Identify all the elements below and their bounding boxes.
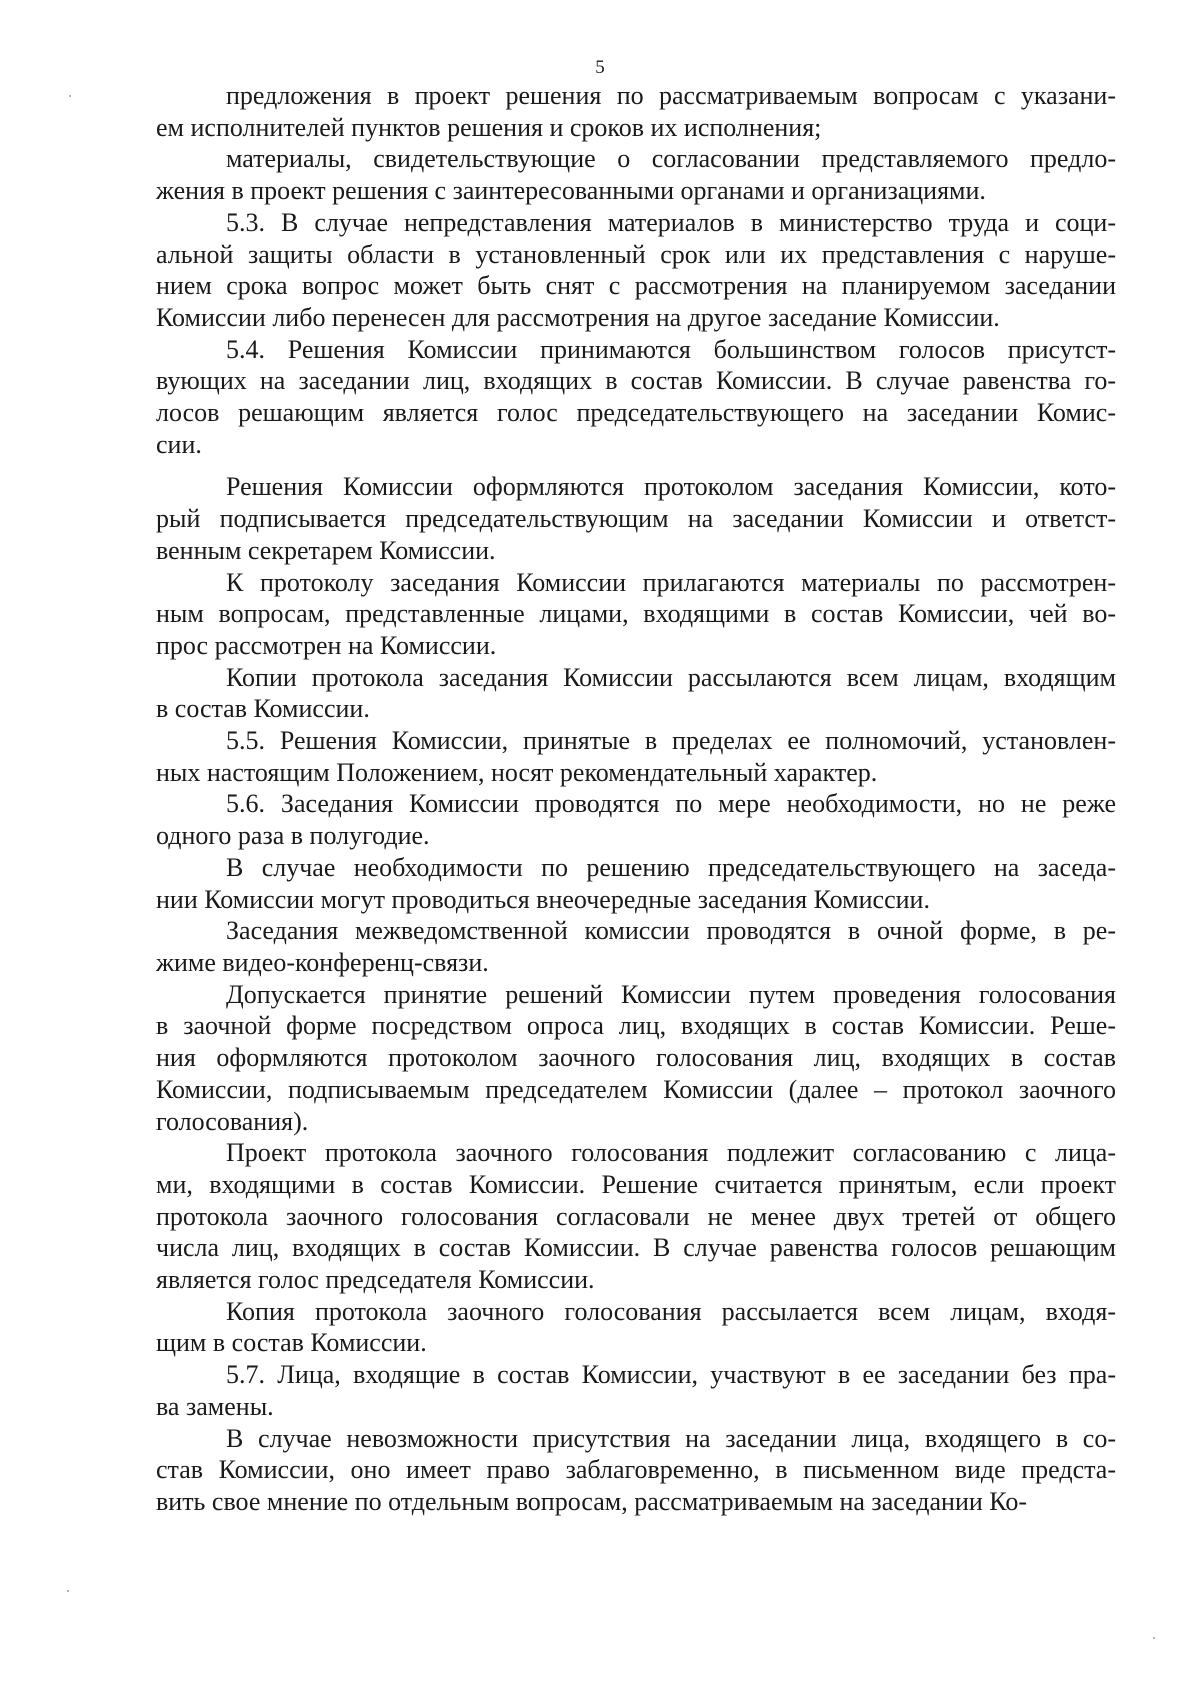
text-line: К протоколу заседания Комиссии прилагаются материалы по рассмотрен-: [226, 567, 1116, 597]
paragraph: [156, 334, 1116, 461]
text-line: рый подписывается председательствующим на заседании Комиссии и ответст-: [156, 504, 1116, 534]
text-line: 5.6. Заседания Комиссии проводятся по мере необходимости, но не реже: [226, 789, 1116, 819]
paragraph-gap: [156, 460, 1116, 471]
paragraph: [156, 207, 1116, 334]
text-line: в состав Комиссии.: [156, 694, 370, 724]
text-line: щим в состав Комиссии.: [156, 1328, 427, 1358]
paragraph: [156, 788, 1116, 851]
paragraph: [156, 471, 1116, 566]
paragraph: [156, 1137, 1116, 1296]
text-line: жения в проект решения с заинтересованными органами и организациями.: [156, 176, 986, 206]
text-line: Допускается принятие решений Комиссии путем проведения голосования: [226, 979, 1116, 1009]
text-line: В случае невозможности присутствия на заседании лица, входящего в со-: [226, 1423, 1116, 1453]
text-line: Комиссии либо перенесен для рассмотрения на другое заседание Комиссии.: [156, 302, 1000, 332]
paragraph: [156, 80, 1116, 143]
paragraph: [156, 143, 1116, 206]
paragraph: [156, 725, 1116, 788]
text-line: альной защиты области в установленный срок или их представления с наруше-: [156, 239, 1116, 269]
text-line: протокола заочного голосования согласовали не менее двух третей от общего: [156, 1201, 1116, 1231]
paragraph: [156, 979, 1116, 1138]
text-line: ных настоящим Положением, носят рекомендательный характер.: [156, 757, 878, 787]
text-line: 5.4. Решения Комиссии принимаются большинством голосов присутст-: [226, 334, 1116, 364]
text-line: 5.5. Решения Комиссии, принятые в пределах ее полномочий, установлен-: [226, 726, 1116, 756]
paragraph: [156, 1423, 1116, 1518]
paragraph: [156, 662, 1116, 725]
text-line: вить свое мнение по отдельным вопросам, рассматриваемым на заседании Ко-: [156, 1486, 1027, 1516]
text-line: жиме видео-конференц-связи.: [156, 947, 489, 977]
page-number: 5: [595, 57, 605, 78]
text-line: ем исполнителей пунктов решения и сроков их исполнения;: [156, 112, 822, 142]
text-line: является голос председателя Комиссии.: [156, 1265, 595, 1295]
text-line: венным секретарем Комиссии.: [156, 535, 496, 565]
document-body: [156, 80, 1116, 1518]
text-line: Комиссии, подписываемым председателем Комиссии (далее – протокол заочного: [156, 1074, 1116, 1104]
text-line: материалы, свидетельствующие о согласовании представляемого предло-: [226, 144, 1116, 174]
scan-speck: [69, 95, 71, 97]
scan-speck: [67, 1590, 69, 1592]
paragraph: [156, 852, 1116, 915]
text-line: ми, входящими в состав Комиссии. Решение считается принятым, если проект: [156, 1169, 1116, 1199]
text-line: став Комиссии, оно имеет право заблаговременно, в письменном виде предста-: [156, 1455, 1116, 1485]
text-line: ва замены.: [156, 1391, 274, 1421]
text-line: прос рассмотрен на Комиссии.: [156, 630, 497, 660]
text-line: голосования).: [156, 1106, 309, 1136]
text-line: в заочной форме посредством опроса лиц, входящих в состав Комиссии. Реше-: [156, 1011, 1116, 1041]
text-line: числа лиц, входящих в состав Комиссии. В случае равенства голосов решающим: [156, 1233, 1116, 1263]
text-line: 5.7. Лица, входящие в состав Комиссии, участвуют в ее заседании без пра-: [226, 1360, 1116, 1390]
paragraph: [156, 567, 1116, 662]
text-line: нием срока вопрос может быть снят с рассмотрения на планируемом заседании: [156, 271, 1116, 301]
text-line: 5.3. В случае непредставления материалов в министерство труда и соци-: [226, 207, 1116, 237]
text-line: Решения Комиссии оформляются протоколом заседания Комиссии, кото-: [226, 472, 1116, 502]
text-line: Копии протокола заседания Комиссии рассылаются всем лицам, входящим: [226, 662, 1116, 692]
text-line: вующих на заседании лиц, входящих в состав Комиссии. В случае равенства го-: [156, 366, 1116, 396]
text-line: Проект протокола заочного голосования подлежит согласованию с лица-: [226, 1138, 1116, 1168]
text-line: предложения в проект решения по рассматриваемым вопросам с указани-: [226, 81, 1116, 110]
text-line: сии.: [156, 429, 202, 459]
scan-speck: [1153, 1637, 1155, 1639]
text-line: Заседания межведомственной комиссии проводятся в очной форме, в ре-: [226, 916, 1116, 946]
paragraph: [156, 1359, 1116, 1422]
text-line: ния оформляются протоколом заочного голосования лиц, входящих в состав: [156, 1043, 1116, 1073]
text-line: В случае необходимости по решению председательствующего на заседа-: [226, 852, 1116, 882]
text-line: нии Комиссии могут проводиться внеочередные заседания Комиссии.: [156, 884, 930, 914]
text-line: одного раза в полугодие.: [156, 821, 430, 851]
text-line: Копия протокола заочного голосования рассылается всем лицам, входя-: [226, 1296, 1116, 1326]
paragraph: [156, 1296, 1116, 1359]
text-line: ным вопросам, представленные лицами, входящими в состав Комиссии, чей во-: [156, 599, 1116, 629]
text-line: лосов решающим является голос председательствующего на заседании Комис-: [156, 398, 1116, 428]
paragraph: [156, 915, 1116, 978]
